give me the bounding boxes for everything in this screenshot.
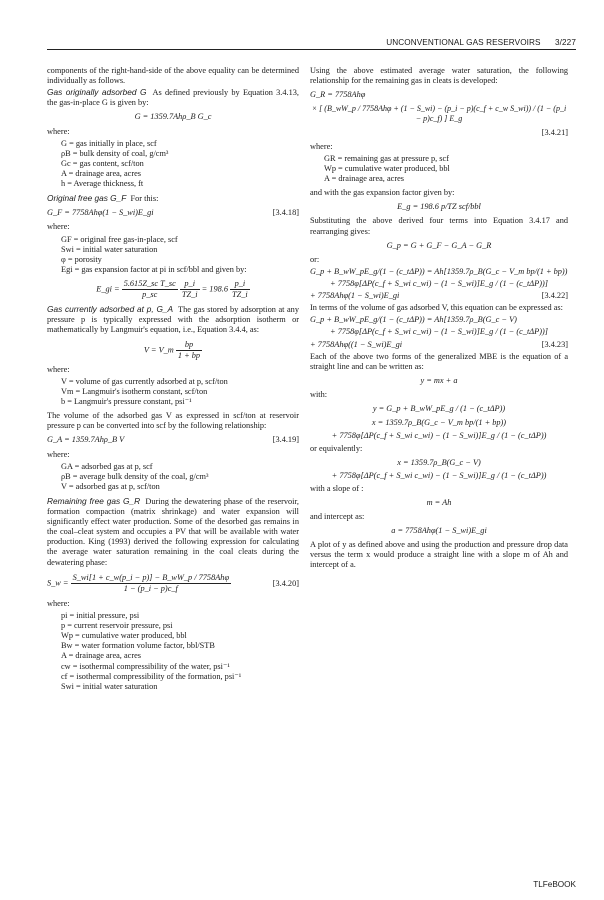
equation: G_p + B_wW_pE_g/(1 − (c_tΔP)) = Ah[1359.7ρ_B(G_c − V) <box>310 315 517 325</box>
equation-number: [3.4.20] <box>272 578 299 588</box>
paragraph: Remaining free gas G_R During the dewatering phase of the reservoir, formation compaction (matrix shrinkage) and water expansion will significantly effect water production. Some of the desorbed gas remains in the coal–cleat system and occupies a PV that will be available with water production. King (1993) derived the following expression for calculating the average water saturation remaining in the coal cleats during the dewatering phase: <box>47 495 299 567</box>
definition: Swi = initial water saturation <box>61 244 158 254</box>
fraction: $\frac{bp}{1 + bp}$ <box>177 339 201 360</box>
equation: + 7758φ[ΔP(c_f + S_wi c_wi) − (1 − S_wi)]E_g / (1 − (c_tΔP)) <box>331 470 547 480</box>
equation: y = mx + a <box>420 375 458 385</box>
equation: G_p = G + G_F − G_A − G_R <box>386 240 492 250</box>
paragraph: Substituting the above derived four terms into Equation 3.4.17 and rearranging gives: <box>310 216 568 236</box>
equation: + 7758Ahφ(1 − S_wi)E_gi [3.4.22] <box>310 291 568 301</box>
right-column <box>310 66 568 572</box>
definition: Swi = initial water saturation <box>61 681 158 691</box>
definition: A = drainage area, acres <box>324 174 404 184</box>
fraction: $\frac{\text{5.615Z\_sc T\_sc}}{p\_sc}$ <box>123 278 176 300</box>
subheading: Gas currently adsorbed at p, G_A <box>47 304 174 315</box>
definition: Vm = Langmuir's isotherm constant, scf/ton <box>61 386 208 396</box>
definition: ρB = bulk density of coal, g/cm³ <box>61 148 169 158</box>
where-label: where: <box>47 126 70 136</box>
definition: V = volume of gas currently adsorbed at p, scf/ton <box>61 376 228 386</box>
fraction: $\frac{p\_i}{TZ\_i}$ <box>232 278 248 300</box>
equation-number: [3.4.22] <box>541 291 568 301</box>
fraction: $\frac{p\_i}{TZ\_i}$ <box>181 278 198 300</box>
equation-number: [3.4.21] <box>541 127 568 137</box>
equation: a = 7758Ahφ(1 − S_wi)E_gi <box>391 526 487 536</box>
definition: pi = initial pressure, psi <box>61 611 140 621</box>
equation: × [ (B_wW_p / 7758Ahφ + (1 − S_wi) − (p_i − p)(c_f + c_w S_wi)) / (1 − (p_i − p)c_f) ] E_g <box>311 104 567 124</box>
equation: S_w = $\frac{\text{S\_wi[1 + c\_w(p\_i − p)] − B\_wW\_p / 7758Ahφ}}{1 - (p\_i - p)c\_f}$ [3.4.20] <box>47 572 299 593</box>
definition: h = Average thickness, ft <box>61 179 144 189</box>
equation: + 7758φ[ΔP(c_f + S_wi c_wi) − (1 − S_wi)]E_g / (1 − (c_tΔP)) <box>331 431 547 441</box>
equation: G_F = 7758Ahφ(1 − S_wi)E_gi [3.4.18] <box>47 208 299 218</box>
equation: m = Ah <box>426 497 452 507</box>
definition: G = gas initially in place, scf <box>61 138 157 148</box>
definition: ρB = average bulk density of the coal, g/cm³ <box>61 471 209 481</box>
paragraph: In terms of the volume of gas adsorbed V, this equation can be expressed as: <box>310 303 563 313</box>
paragraph: Using the above estimated average water saturation, the following relationship for the remaining gas in cleats is developed: <box>310 66 568 86</box>
where-label: where: <box>47 222 70 232</box>
definition: GF = original free gas-in-place, scf <box>61 234 178 244</box>
paragraph: components of the right-hand-side of the above equality can be determined individually as follows. <box>47 66 299 86</box>
definitions-list <box>61 611 299 692</box>
paragraph: A plot of y as defined above and using the production and pressure drop data versus the term x would produce a straight line with a slope m of Ah and intercept of a. <box>310 540 568 570</box>
equation: E_gi = $\frac{\text{5.615Z\_sc T\_sc}}{p\_sc}$ $\frac{p\_i}{TZ\_i}$ = 198.6 $\frac{p\_i}{TZ\_i}$ <box>96 278 248 300</box>
definition: Wp = cumulative water produced, bbl <box>324 164 450 174</box>
or-label: or: <box>310 254 320 264</box>
equation-number: [3.4.19] <box>272 435 299 445</box>
paragraph: Gas currently adsorbed at p, G_A The gas stored by adsorption at any pressure p is typically expressed with the adsorption isotherm or mathematically by Langmuir's equation, i.e., Equation 3.4.4, as: <box>47 304 299 335</box>
definition: b = Langmuir's pressure constant, psi⁻¹ <box>61 397 192 407</box>
equation: V = V_m $\frac{bp}{1 + bp}$ <box>143 339 201 360</box>
where-label: where: <box>47 364 70 374</box>
paragraph: The volume of the adsorbed gas V as expressed in scf/ton at reservoir pressure p can be converted into scf by the following relationship: <box>47 411 299 431</box>
definitions-list <box>61 462 299 492</box>
equation: x = 1359.7ρ_B(G_c − V) <box>397 457 481 467</box>
paragraph: and with the gas expansion factor given by: <box>310 188 455 198</box>
fraction: $\frac{\text{S\_wi[1 + c\_w(p\_i − p)] − B\_wW\_p / 7758Ahφ}}{1 - (p\_i - p)c\_f}$ <box>72 572 230 593</box>
definition: cw = isothermal compressibility of the water, psi⁻¹ <box>61 661 230 671</box>
definition: φ = porosity <box>61 254 102 264</box>
definition: Egi = gas expansion factor at pi in scf/bbl and given by: <box>61 264 247 274</box>
equation: + 7758φ[ΔP(c_f + S_wi c_wi) − (1 − S_wi)]E_g / (1 − (c_tΔP))] <box>330 279 548 289</box>
footer-label: TLFeBOOK <box>533 880 576 889</box>
definition: GR = remaining gas at pressure p, scf <box>324 153 449 163</box>
subheading: Original free gas G_F <box>47 193 127 204</box>
equation: + 7758φ[ΔP(c_f + S_wi c_wi) − (1 − S_wi)]E_g / (1 − (c_tΔP))] <box>330 327 548 337</box>
definitions-list <box>61 377 299 407</box>
definition: Wp = cumulative water produced, bbl <box>61 631 187 641</box>
running-header <box>47 38 576 50</box>
paragraph: or equivalently: <box>310 444 363 454</box>
equation: y = G_p + B_wW_pE_g / (1 − (c_tΔP)) <box>372 404 506 414</box>
equation: E_g = 198.6 p/TZ scf/bbl <box>397 202 481 212</box>
equation: G_p + B_wW_pE_g/(1 − (c_tΔP)) = Ah[1359.7ρ_B(G_c − V_m bp/(1 + bp)) <box>310 266 568 276</box>
paragraph: Original free gas G_F For this: <box>47 193 159 204</box>
definition: Gc = gas content, scf/ton <box>61 158 144 168</box>
equation-number: [3.4.18] <box>272 208 299 218</box>
definition: p = current reservoir pressure, psi <box>61 621 173 631</box>
subheading: Remaining free gas G_R <box>47 495 141 506</box>
definition: V = adsorbed gas at p, scf/ton <box>61 481 160 491</box>
paragraph: and intercept as: <box>310 512 365 521</box>
definition: A = drainage area, acres <box>61 168 141 178</box>
where-label: where: <box>47 598 70 608</box>
definition: A = drainage area, acres <box>61 651 141 661</box>
definition: Bw = water formation volume factor, bbl/STB <box>61 641 215 651</box>
where-label: where: <box>310 141 333 151</box>
definition: GA = adsorbed gas at p, scf <box>61 461 153 471</box>
with-label: with: <box>310 390 328 400</box>
subheading: Gas originally adsorbed G <box>47 87 147 98</box>
page-number: 3/227 <box>555 38 576 47</box>
where-label: where: <box>47 449 70 459</box>
equation: G = 1359.7Ahρ_B G_c <box>134 112 212 122</box>
equation: G_R = 7758Ahφ <box>310 90 366 100</box>
definitions-list <box>324 154 568 184</box>
definition: cf = isothermal compressibility of the formation, psi⁻¹ <box>61 671 242 681</box>
paragraph: with a slope of : <box>310 483 364 493</box>
section-title: UNCONVENTIONAL GAS RESERVOIRS <box>386 38 541 47</box>
paragraph: Gas originally adsorbed G As defined previously by Equation 3.4.13, the gas-in-place G is given by: <box>47 87 299 108</box>
left-column <box>47 66 299 696</box>
paragraph: Each of the above two forms of the generalized MBE is the equation of a straight line and can be written as: <box>310 351 568 371</box>
definitions-list <box>61 235 299 275</box>
equation: + 7758Ahφ((1 − S_wi)E_gi [3.4.23] <box>310 339 568 349</box>
equation <box>310 128 568 138</box>
equation: x = 1359.7ρ_B(G_c − V_m bp/(1 + bp)) <box>371 418 507 428</box>
definitions-list <box>61 139 299 190</box>
equation-number: [3.4.23] <box>541 339 568 349</box>
equation: G_A = 1359.7Ahρ_B V [3.4.19] <box>47 435 299 445</box>
